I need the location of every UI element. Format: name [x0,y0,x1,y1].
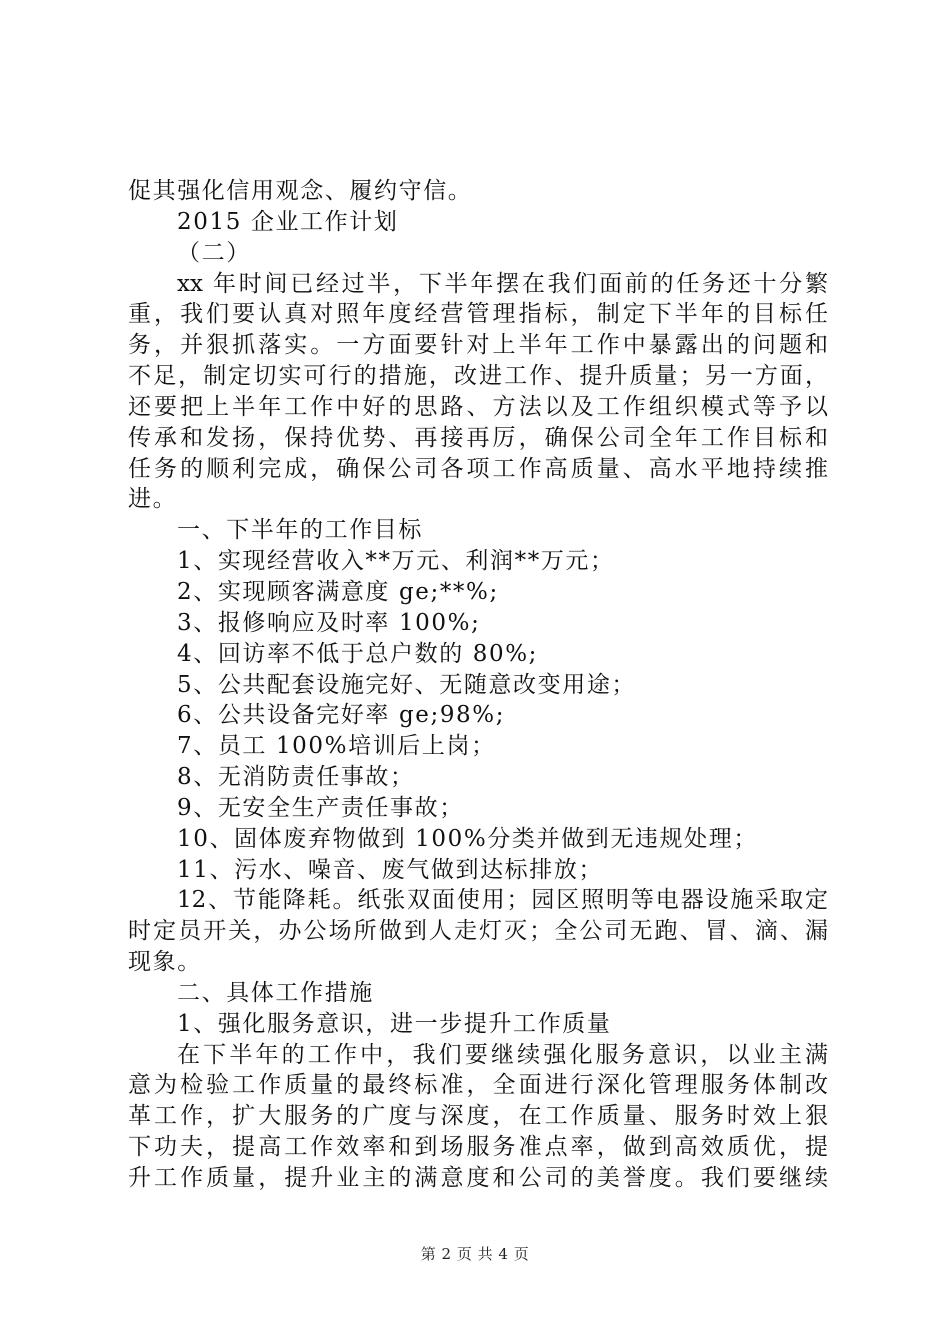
list-item: 11、污水、噪音、废气做到达标排放； [177,856,604,883]
text-line: 进。 [128,486,178,513]
text-line: 革工作，扩大服务的广度与深度，在工作质量、服务时效上狠 [128,1103,828,1130]
heading: 二、具体工作措施 [177,979,374,1006]
document-body [128,176,828,1194]
list-item: 6、公共设备完好率 ge;98%; [177,702,506,729]
subheading: 1、强化服务意识，进一步提升工作质量 [177,1010,612,1037]
list-item: 1、实现经营收入**万元、利润**万元； [177,548,615,575]
list-item: 9、无安全生产责任事故； [177,794,464,821]
text-line: 在下半年的工作中，我们要继续强化服务意识，以业主满 [177,1041,828,1068]
text-line: 促其强化信用观念、履约守信。 [128,178,473,204]
text-line: 还要把上半年工作中好的思路、方法以及工作组织模式等予以 [128,393,828,420]
text-line: 意为检验工作质量的最终标准，全面进行深化管理服务体制改 [128,1072,828,1099]
list-item: 7、员工 100%培训后上岗； [177,733,496,760]
text-line: 不足，制定切实可行的措施，改进工作、提升质量；另一方面， [128,363,828,390]
text-line: 务，并狠抓落实。一方面要针对上半年工作中暴露出的问题和 [128,332,828,359]
text-line: 任务的顺利完成，确保公司各项工作高质量、高水平地持续推 [128,455,828,482]
section-title: 2015 企业工作计划 [177,208,399,235]
list-item: 5、公共配套设施完好、无随意改变用途； [177,671,637,698]
text-line: 下功夫，提高工作效率和到场服务准点率，做到高效质优，提 [128,1134,828,1161]
list-item: 4、回访率不低于总户数的 80%; [177,640,539,667]
list-item: 10、固体废弃物做到 100%分类并做到无违规处理； [177,825,758,852]
text-line: 重，我们要认真对照年度经营管理指标，制定下半年的目标任 [128,301,828,328]
list-item: 2、实现顾客满意度 ge;**%; [177,578,499,605]
heading: 一、下半年的工作目标 [177,517,423,544]
list-item: 8、无消防责任事故； [177,764,415,791]
list-item: 3、报修响应及时率 100%; [177,609,481,636]
text-line: 升工作质量，提升业主的满意度和公司的美誉度。我们要继续 [128,1165,828,1191]
text-line: 现象。 [128,949,202,976]
text-line: 传承和发扬，保持优势、再接再厉，确保公司全年工作目标和 [128,424,828,451]
list-item: 12、节能降耗。纸张双面使用；园区照明等电器设施采取定 [177,887,828,914]
page-footer: 第 2 页 共 4 页 [420,1245,530,1263]
section-subtitle: （二） [177,239,251,266]
text-line: xx 年时间已经过半，下半年摆在我们面前的任务还十分繁 [177,270,828,297]
text-line: 时定员开关，办公场所做到人走灯灭；全公司无跑、冒、滴、漏 [128,918,828,945]
